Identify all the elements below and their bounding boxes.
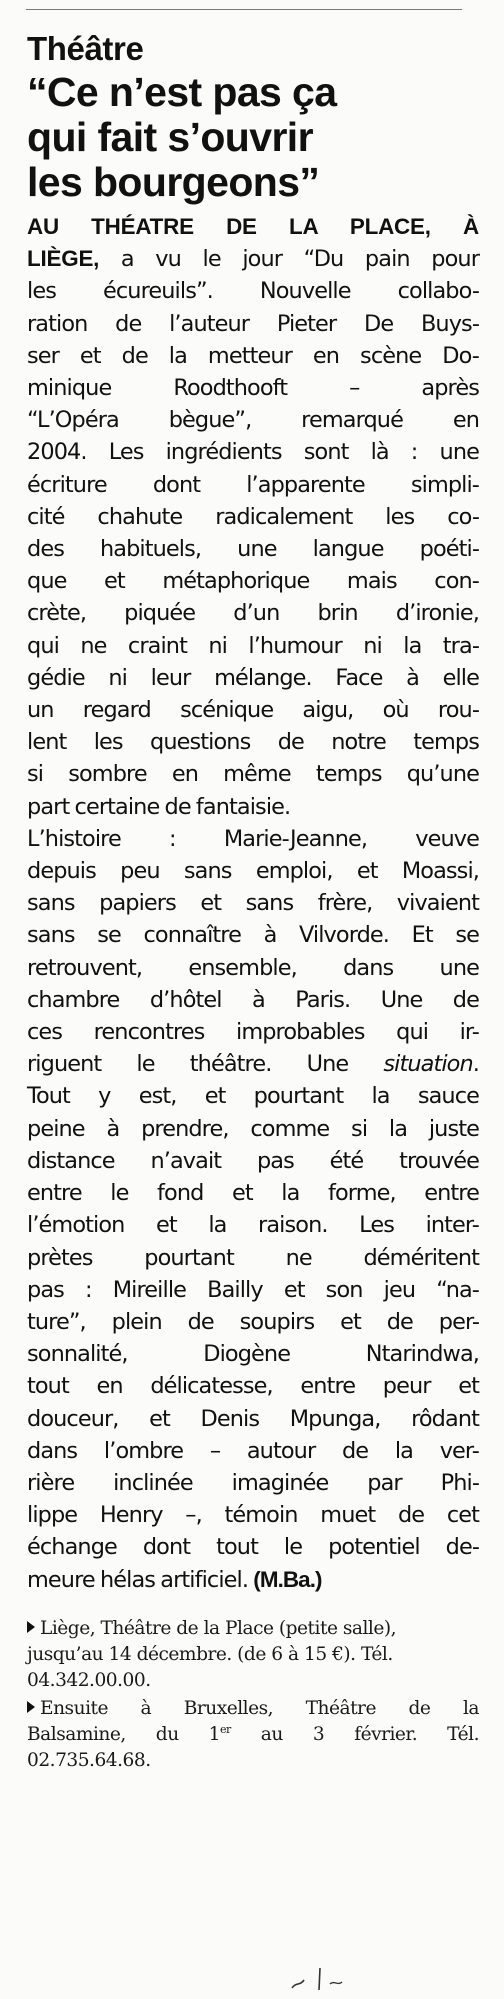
body-line: un regard scénique aigu, où rou- — [27, 697, 479, 724]
body-line: sans papiers et sans frère, vivaient — [27, 890, 479, 917]
body-line: les écureuils”. Nouvelle collabo- — [27, 278, 479, 305]
body-line: tout en délicatesse, entre peur et — [27, 1373, 479, 1400]
body-line: pas : Mireille Bailly et son jeu “na- — [27, 1276, 479, 1303]
body-line: l’émotion et la raison. Les inter- — [27, 1212, 479, 1239]
body-line: sonnalité, Diogène Ntarindwa, — [27, 1341, 479, 1368]
body-line: des habituels, une langue poéti- — [27, 536, 479, 563]
body-line: échange dont tout le potentiel de- — [27, 1534, 479, 1561]
body-line: ture”, plein de soupirs et de per- — [27, 1308, 479, 1335]
body-line: sans se connaître à Vilvorde. Et se — [27, 922, 479, 949]
body-line: chambre d’hôtel à Paris. Une de — [27, 986, 479, 1013]
body-line: écriture dont l’apparente simpli- — [27, 471, 479, 498]
article-body — [27, 211, 479, 1596]
body-line: cité chahute radicalement les co- — [27, 503, 479, 530]
body-line: ration de l’auteur Pieter De Buys- — [27, 310, 479, 337]
info-line: Balsamine, du 1er au 3 février. Tél. — [27, 1722, 479, 1745]
body-line: ces rencontres improbables qui ir- — [27, 1019, 479, 1046]
body-line: lippe Henry –, témoin muet de cet — [27, 1502, 479, 1529]
body-line: ser et de la metteur en scène Do- — [27, 342, 479, 369]
body-line: rière inclinée imaginée par Phi- — [27, 1469, 479, 1496]
paragraph-1 — [27, 211, 479, 823]
body-line: gédie ni leur mélange. Face à elle — [27, 664, 479, 691]
body-line: peine à prendre, comme si la juste — [27, 1115, 479, 1142]
right-triangle-bullet-icon — [27, 1701, 35, 1713]
info-line: 02.735.64.68. — [27, 1749, 151, 1771]
info-line: jusqu’au 14 décembre. (de 6 à 15 €). Tél. — [27, 1643, 393, 1665]
info-line: Ensuite à Bruxelles, Théâtre de la — [27, 1696, 479, 1722]
body-line: “L’Opéra bègue”, remarqué en — [27, 407, 479, 434]
byline: (M.Ba.) — [253, 1566, 322, 1592]
info-line: Liège, Théâtre de la Place (petite salle), — [27, 1616, 479, 1642]
body-line: prètes pourtant ne déméritent — [27, 1244, 479, 1271]
body-line: part certaine de fantaisie. — [27, 793, 291, 820]
headline-line: “Ce n’est pas ça — [27, 69, 337, 115]
info-bruxelles — [27, 1696, 479, 1774]
body-line: si sombre en même temps qu’une — [27, 761, 479, 788]
body-line: L’histoire : Marie-Jeanne, veuve — [27, 825, 479, 852]
body-line: 2004. Les ingrédients sont là : une — [27, 439, 479, 466]
practical-info — [27, 1616, 479, 1774]
body-line: Tout y est, et pourtant la sauce — [27, 1083, 479, 1110]
headline — [27, 70, 479, 205]
kicker: AU THÉATRE DE LA PLACE, À — [27, 214, 479, 239]
body-line: qui ne craint ni l’humour ni la tra- — [27, 632, 479, 659]
paragraph-2 — [27, 823, 479, 1596]
info-line: 04.342.00.00. — [27, 1669, 151, 1691]
handwriting-mark-icon — [286, 1962, 356, 1992]
body-line: distance n’avait pas été trouvée — [27, 1147, 479, 1174]
body-line: dans l’ombre – autour de la ver- — [27, 1437, 479, 1464]
info-liege — [27, 1616, 479, 1694]
top-rule — [26, 9, 462, 10]
italic-word: situation — [383, 1051, 473, 1078]
headline-line: les bourgeons” — [27, 159, 320, 205]
body-line: retrouvent, ensemble, dans une — [27, 954, 479, 981]
kicker: LIÈGE, — [27, 246, 100, 272]
body-line: que et métaphorique mais con- — [27, 568, 479, 595]
body-line: douceur, et Denis Mpunga, rôdant — [27, 1405, 479, 1432]
body-line: lent les questions de notre temps — [27, 729, 479, 756]
headline-line: qui fait s’ouvrir — [27, 114, 313, 160]
right-triangle-bullet-icon — [27, 1621, 35, 1633]
body-line: LIÈGE, a vu le jour “Du pain pour — [27, 246, 480, 273]
body-line: minique Roodthooft – après — [27, 375, 479, 402]
body-line: entre le fond et la forme, entre — [27, 1180, 479, 1207]
body-line: depuis peu sans emploi, et Moassi, — [27, 858, 479, 885]
body-line: meure hélas artificiel. (M.Ba.) — [27, 1566, 322, 1593]
body-line: crète, piquée d’un brin d’ironie, — [27, 600, 479, 627]
body-line: riguent le théâtre. Une situation. — [27, 1051, 479, 1078]
rubric: Théâtre — [27, 30, 144, 67]
article — [27, 28, 479, 1776]
